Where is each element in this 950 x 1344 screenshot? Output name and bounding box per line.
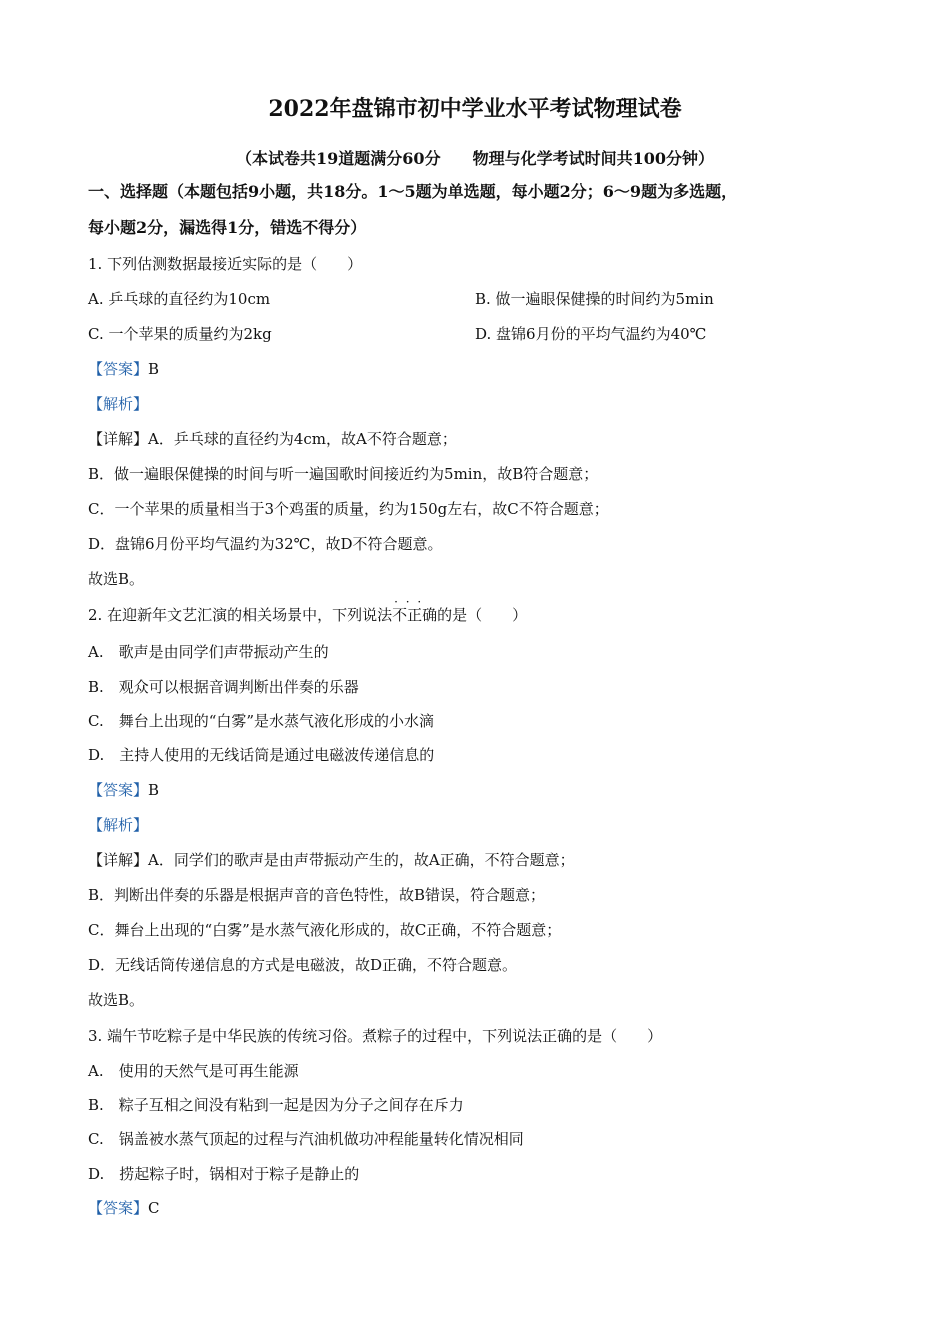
q1-option-a: A. 乒乓球的直径约为10cm bbox=[88, 290, 271, 308]
q2-detail-tag: 【详解】 bbox=[88, 851, 149, 869]
q1-detail-2: B．做一遍眼保健操的时间与听一遍国歌时间接近约为5min，故B符合题意； bbox=[88, 465, 599, 483]
q1-option-d: D. 盘锦6月份的平均气温约为40℃ bbox=[475, 325, 707, 343]
q2-stem-post: 的是（ ） bbox=[437, 606, 528, 624]
q3-stem: 3. 端午节吃粽子是中华民族的传统习俗。煮粽子的过程中，下列说法正确的是（ ） bbox=[88, 1027, 663, 1045]
q1-option-c: C. 一个苹果的质量约为2kg bbox=[88, 325, 272, 343]
q3-answer bbox=[88, 1198, 160, 1218]
q2-detail-2: B．判断出伴奏的乐器是根据声音的音色特性，故B错误，符合题意； bbox=[88, 886, 546, 904]
q2-conclusion: 故选B。 bbox=[88, 991, 145, 1009]
q1-answer-tag: 【答案】 bbox=[88, 360, 149, 378]
q1-detail-1-text: A．乒乓球的直径约为4cm，故A不符合题意； bbox=[148, 430, 457, 448]
q2-stem bbox=[88, 605, 527, 625]
q2-answer-tag: 【答案】 bbox=[88, 781, 149, 799]
q3-answer-tag: 【答案】 bbox=[88, 1199, 149, 1217]
q2-option-d: D. 主持人使用的无线话筒是通过电磁波传递信息的 bbox=[88, 746, 435, 764]
q2-detail-4: D．无线话筒传递信息的方式是电磁波，故D正确，不符合题意。 bbox=[88, 956, 518, 974]
q1-analysis-tag: 【解析】 bbox=[88, 395, 149, 413]
q3-option-c: C. 锅盖被水蒸气顶起的过程与汽油机做功冲程能量转化情况相同 bbox=[88, 1130, 524, 1148]
q1-detail-tag: 【详解】 bbox=[88, 430, 149, 448]
section-heading-line2: 每小题2分，漏选得1分，错选不得分） bbox=[88, 218, 367, 237]
q3-option-a: A. 使用的天然气是可再生能源 bbox=[88, 1062, 299, 1080]
page-title: 2022年盘锦市初中学业水平考试物理试卷 bbox=[268, 96, 682, 122]
q3-option-b: B. 粽子互相之间没有粘到一起是因为分子之间存在斥力 bbox=[88, 1096, 464, 1114]
q3-option-d: D. 捞起粽子时，锅相对于粽子是静止的 bbox=[88, 1165, 360, 1183]
q3-answer-value: C bbox=[148, 1199, 160, 1217]
q2-stem-pre: 2. 在迎新年文艺汇演的相关场景中，下列说法 bbox=[88, 606, 393, 624]
q1-answer bbox=[88, 359, 159, 379]
q2-option-a: A. 歌声是由同学们声带振动产生的 bbox=[88, 643, 329, 661]
q2-detail-1 bbox=[88, 850, 575, 870]
q1-answer-value: B bbox=[148, 360, 160, 378]
q1-stem: 1. 下列估测数据最接近实际的是（ ） bbox=[88, 255, 363, 273]
q2-option-c: C. 舞台上出现的“白雾”是水蒸气液化形成的小水滴 bbox=[88, 712, 435, 730]
q2-stem-emphasis: · · · 不正确 bbox=[392, 606, 437, 624]
page-subtitle: （本试卷共19道题满分60分 物理与化学考试时间共100分钟） bbox=[236, 149, 714, 168]
q2-option-b: B. 观众可以根据音调判断出伴奏的乐器 bbox=[88, 678, 359, 696]
q2-detail-3: C．舞台上出现的“白雾”是水蒸气液化形成的，故C正确，不符合题意； bbox=[88, 921, 562, 939]
q1-detail-3: C．一个苹果的质量相当于3个鸡蛋的质量，约为150g左右，故C不符合题意； bbox=[88, 500, 609, 518]
q2-analysis-tag: 【解析】 bbox=[88, 816, 149, 834]
q1-option-b: B. 做一遍眼保健操的时间约为5min bbox=[475, 290, 714, 308]
section-heading-line1: 一、选择题（本题包括9小题，共18分。1～5题为单选题，每小题2分；6～9题为多选题， bbox=[88, 182, 738, 201]
q1-detail-1 bbox=[88, 429, 457, 449]
q1-conclusion: 故选B。 bbox=[88, 570, 145, 588]
q2-detail-1-text: A．同学们的歌声是由声带振动产生的，故A正确，不符合题意； bbox=[148, 851, 575, 869]
q2-answer-value: B bbox=[148, 781, 160, 799]
q2-answer bbox=[88, 780, 159, 800]
q1-detail-4: D．盘锦6月份平均气温约为32℃，故D不符合题意。 bbox=[88, 535, 443, 553]
